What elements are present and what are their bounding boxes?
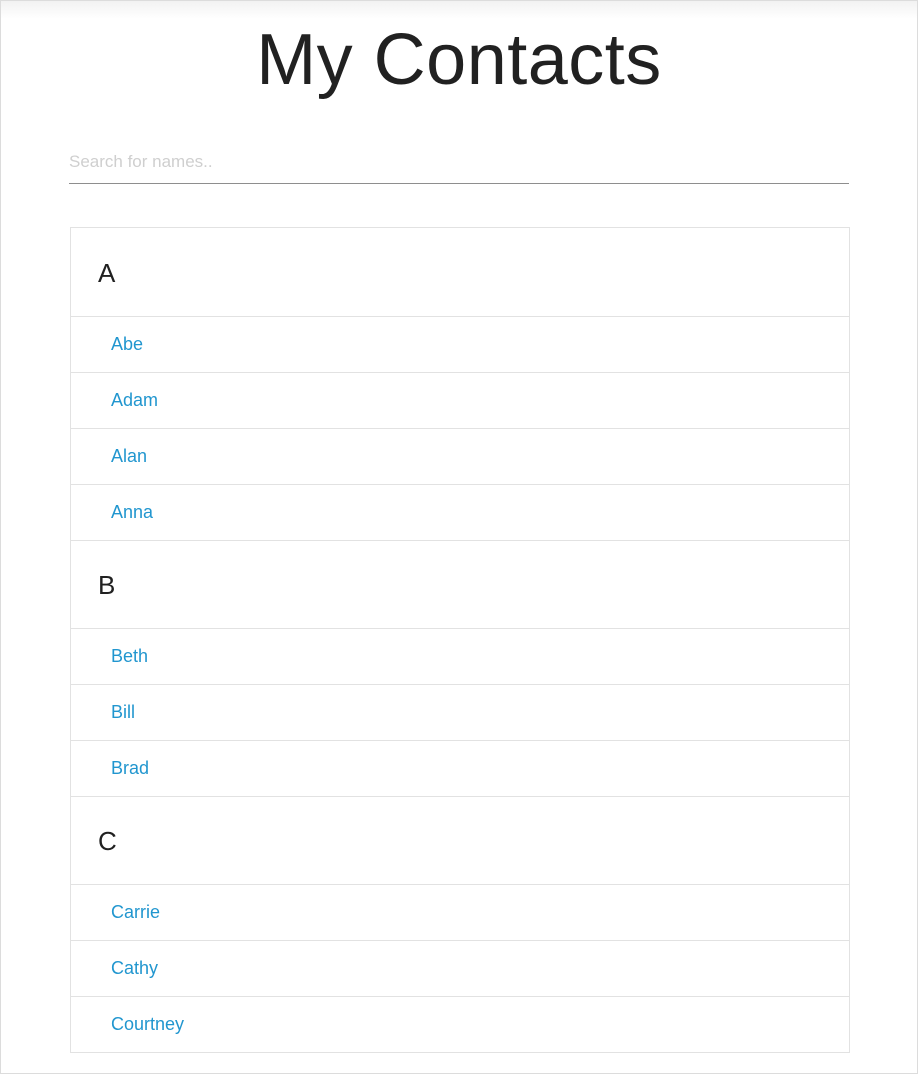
contact-item-abe[interactable]: Abe	[71, 317, 849, 373]
contact-item-adam[interactable]: Adam	[71, 373, 849, 429]
contact-item-anna[interactable]: Anna	[71, 485, 849, 541]
contact-item-carrie[interactable]: Carrie	[71, 885, 849, 941]
group-header-c: C	[71, 797, 849, 885]
contact-list	[70, 227, 850, 1053]
contact-item-alan[interactable]: Alan	[71, 429, 849, 485]
contact-item-beth[interactable]: Beth	[71, 629, 849, 685]
page-title: My Contacts	[256, 20, 662, 100]
group-header-b: B	[71, 541, 849, 629]
contact-item-courtney[interactable]: Courtney	[71, 997, 849, 1053]
group-header-a: A	[71, 228, 849, 317]
contact-item-cathy[interactable]: Cathy	[71, 941, 849, 997]
search-input[interactable]	[69, 140, 849, 184]
contact-item-bill[interactable]: Bill	[71, 685, 849, 741]
contact-item-brad[interactable]: Brad	[71, 741, 849, 797]
